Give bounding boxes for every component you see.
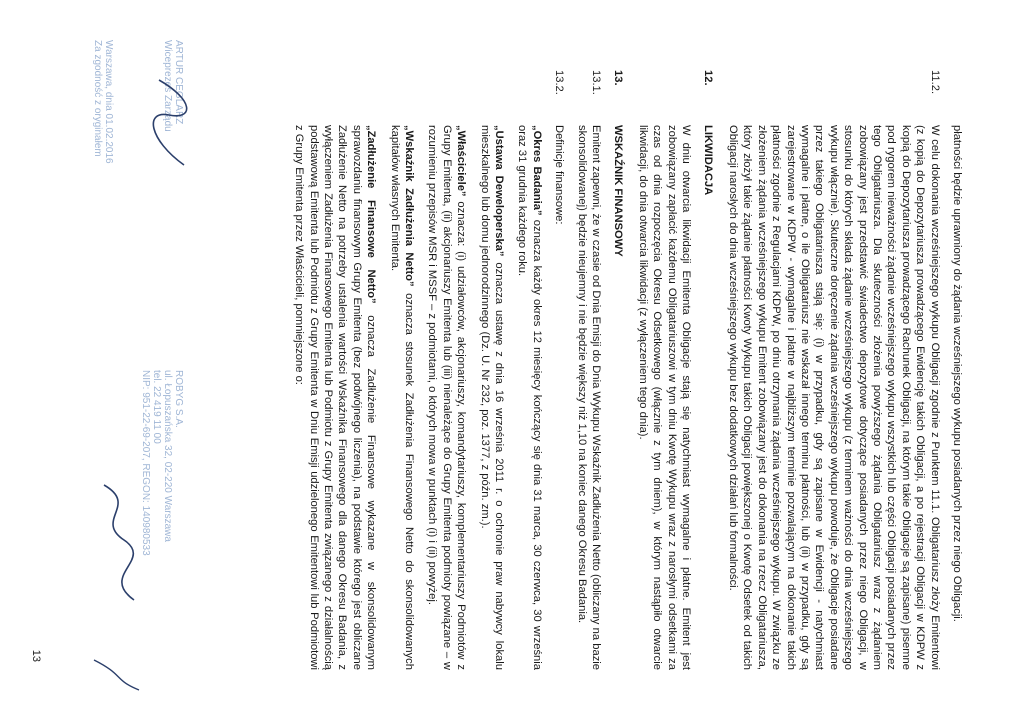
definitions-list	[292, 125, 544, 670]
section-13-2	[552, 70, 566, 670]
intro-paragraph	[950, 70, 964, 670]
document-body	[283, 70, 964, 670]
section-text: Definicje finansowe:	[553, 125, 566, 225]
section-text: W celu dokonania wcześniejszego wykupu Obligacji zgodnie z Punktem 11.1. Obligatariusz złoży Emitentowi (z kopią do Depozytariusza prowadzącego Ewidencję takich Obligacji, a po rejestracji Obligacji w KDPW z kopią do Depozytariusza prowadzącego Rachunek Obligacji, na którym takie Obligacje są zapisane) pisemne pod rygorem nieważności żądanie wcześniejszego wykupu wszystkich lub części Obligacji posiadanych przez tego Obligatariusza. Dla skuteczności złożenia powyższego żądania Obligatariusz wraz z żądaniem zobowiązany jest przedstawić świadectwo depozytowe dotyczące posiadanych przez niego Obligacji, w stosunku do których składa żądanie wcześniejszego wykupu (z terminem ważności do dnia wcześniejszego wykupu włącznie). Skuteczne doręczenie żądania wcześniejszego wykupu powoduje, że Obligacje posiadane przez takiego Obligatariusza stają się: (i) w przypadku, gdy są zapisane w Ewidencji - natychmiast wymagalne i płatne, o ile Obligatariusz nie wskazał innego terminu płatności, lub (ii) w przypadku, gdy są zarejestrowane w KDPW - wymagalne i płatne w najbliższym terminie pozwalającym na dokonanie takich płatności zgodnie z Regulacjami KDPW, po dniu otrzymania żądania wcześniejszego wykupu. W związku ze złożeniem żądania wcześniejszego wykupu Emitent zobowiązany jest do dokonania na rzecz Obligatariusza, który złożył takie żądanie płatności Kwoty Wykupu takich Obligacji powiększonej o Kwotę Odsetek od takich Obligacji narosłych do dnia wcześniejszego wykupu bez dodatkowych działań lub formalności.	[726, 125, 941, 670]
signatory-stamp: ARTUR CEGLARZ Wiceprezes Zarządu	[162, 40, 184, 132]
section-title: LIKWIDACJA	[702, 125, 715, 196]
definition-item: „Okres Badania” oznacza każdy okres 12 miesięcy kończący się dnia 31 marca, 30 czerwca, 30 września oraz 31 grudnia każdego roku.	[516, 125, 543, 670]
section-13-heading	[611, 70, 625, 670]
definition-item: „Ustawa Deweloperska” oznacza ustawę z dnia 16 września 2011 r. o ochronie praw nabywcy lokalu mieszkalnego lub domu jednorodzinnego (Dz. U. Nr 232, poz. 1377, z późn. zm.).	[478, 125, 506, 670]
section-text: Emitent zapewni, że w czasie od Dnia Emisji do Dnia Wykupu Wskaźnik Zadłużenia Netto (obliczany na bazie skonsolidowanej) będzie nieujemny i nie będzie większy niż 1,10 na koniec danego Okresu Badania.	[575, 125, 603, 670]
section-number: 13.	[612, 70, 625, 86]
section-13-1	[574, 70, 603, 670]
definition-item: „Właściciele” oznacza: (i) udziałowców, akcjonariuszy, komandytariuszy, komplementariuszy Podmiotów z Grupy Emitenta, (ii) akcjonariuszy Emitenta lub (iii) nienależące do Grupy Emitenta podmioty powiązane – w rozumieniu przepisów MSR i MSSF – z podmiotami, o których mowa w punktach (i) i (ii) powyżej.	[426, 125, 468, 670]
handwritten-signature-icon	[144, 70, 204, 190]
page-number: 13	[30, 649, 42, 662]
section-text: W dniu otwarcia likwidacji Emitenta Obligacje stają się natychmiast wymagalne i płatne. Emitent jest zobowiązany zapłacić każdemu Obligatariuszowi w tym dniu Kwotę Wykupu wraz z narosłymi odsetkami za czas od dnia rozpoczęcia Okresu Odsetkowego (włącznie z tym dniem), w którym nastąpiło otwarcie likwidacji, do dnia otwarcia likwidacji (z wyłączeniem tego dnia).	[636, 125, 693, 670]
definition-item: „Zadłużenie Finansowe Netto” oznacza Zadłużenie Finansowe wykazane w skonsolidowanym sprawozdaniu finansowym Grupy Emitenta (bez podwójnego liczenia), na podstawie którego jest obliczane Zadłużenie Netto na potrzeby ustalenia wartości Wskaźnika Finansowego dla danego Okresu Badania, z wyłączeniem Zadłużenia Finansowego Emitenta lub Podmiotu z Grupy Emitenta związanego z działalnością podstawową Emitenta lub Podmiotu z Grupy Emitenta w Dniu Emisji udzielonego Emitentowi lub Podmiotowi z Grupy Emitenta przez Właścicieli, pomniejszone o:	[293, 125, 378, 670]
section-12-heading	[701, 70, 715, 670]
page-paraph-icon	[84, 650, 144, 700]
section-number: 13.1.	[590, 70, 603, 95]
section-number: 13.2.	[553, 70, 566, 95]
section-number: 12.	[702, 70, 715, 86]
definition-item: „Wskaźnik Zadłużenia Netto” oznacza stosunek Zadłużenia Finansowego Netto do skonsolidowanych kapitałów własnych Emitenta.	[388, 125, 415, 670]
section-11-2	[726, 70, 942, 670]
section-12-body	[635, 70, 693, 670]
section-title: WSKAŹNIK FINANSOWY	[612, 125, 625, 257]
section-number: 11.2.	[928, 70, 941, 95]
handwritten-signature-icon	[84, 480, 144, 610]
certification-stamp: Warszawa, dnia 01.02.2016 Za zgodność z oryginałem	[92, 40, 114, 164]
company-stamp: ROBYG S.A. ul. Łopuszańska 32, 02-220 Warszawa tel. 22 419 11 00 NIP: 951-22-69-207, REGON: 140980533	[140, 370, 184, 556]
intro-text: płatności będzie uprawniony do żądania wcześniejszego wykupu posiadanych przez niego Obligacji.	[951, 125, 963, 622]
